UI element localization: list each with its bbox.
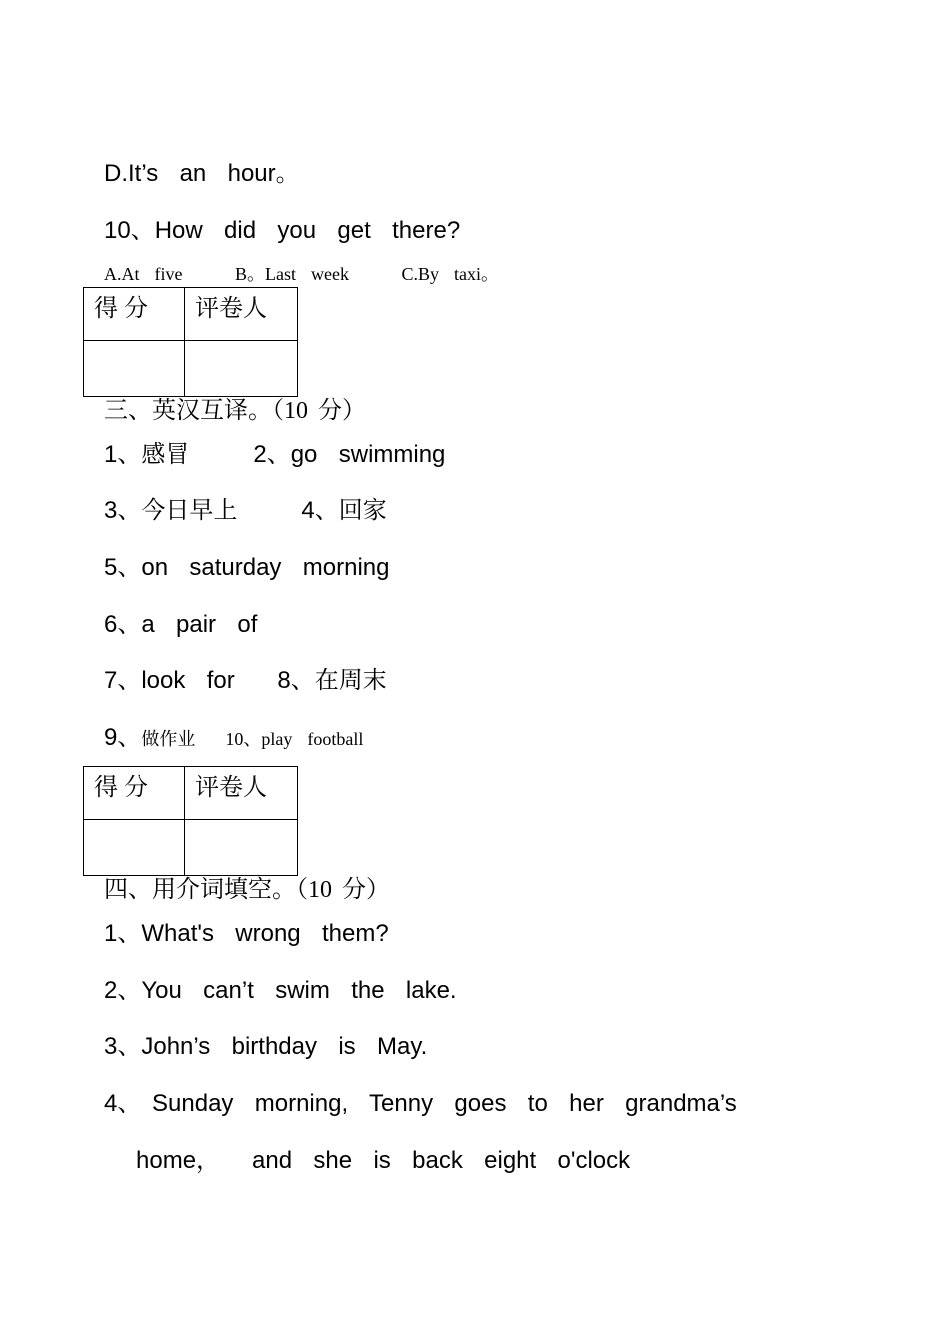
section3-line-1: 1、感冒 2、go swimming [104, 441, 446, 468]
section4-line-2: 2、You can’t swim the lake. [104, 977, 457, 1004]
section3-line-6-number: 9、 [104, 724, 142, 751]
section3-line-6-text: 做作业 10、play football [141, 729, 364, 749]
section3-line-2: 3、今日早上 4、回家 [104, 497, 387, 524]
section3-line-3: 5、on saturday morning [104, 554, 390, 581]
score-table-2 [83, 766, 298, 876]
section3-title: 三、英汉互译。（10 分） [104, 398, 366, 424]
section3-line-6 [104, 723, 363, 753]
score-table-1 [83, 287, 298, 397]
score-label: 得 分 [84, 288, 185, 341]
score-cell[interactable] [84, 341, 185, 397]
grader-cell[interactable] [185, 820, 298, 876]
section4-line-5: home， and she is back eight o'clock [104, 1147, 631, 1174]
grader-label: 评卷人 [185, 767, 298, 820]
section3-line-5: 7、look for 8、在周末 [104, 667, 387, 694]
grader-label: 评卷人 [185, 288, 298, 341]
section4-line-3: 3、John’s birthday is May. [104, 1033, 428, 1060]
section4-line-4: 4、 Sunday morning, Tenny goes to her grandma’s [104, 1090, 737, 1117]
grader-cell[interactable] [185, 341, 298, 397]
section3-line-4: 6、a pair of [104, 611, 258, 638]
section4-line-1: 1、What's wrong them? [104, 920, 389, 947]
section4-title: 四、用介词填空。（10 分） [104, 877, 390, 903]
q10-options: A.At five B。Last week C.By taxi。 [104, 264, 499, 284]
q9-option-d: D.It’s an hour。 [104, 160, 300, 187]
score-cell[interactable] [84, 820, 185, 876]
q10-question: 10、How did you get there? [104, 217, 461, 244]
score-label: 得 分 [84, 767, 185, 820]
